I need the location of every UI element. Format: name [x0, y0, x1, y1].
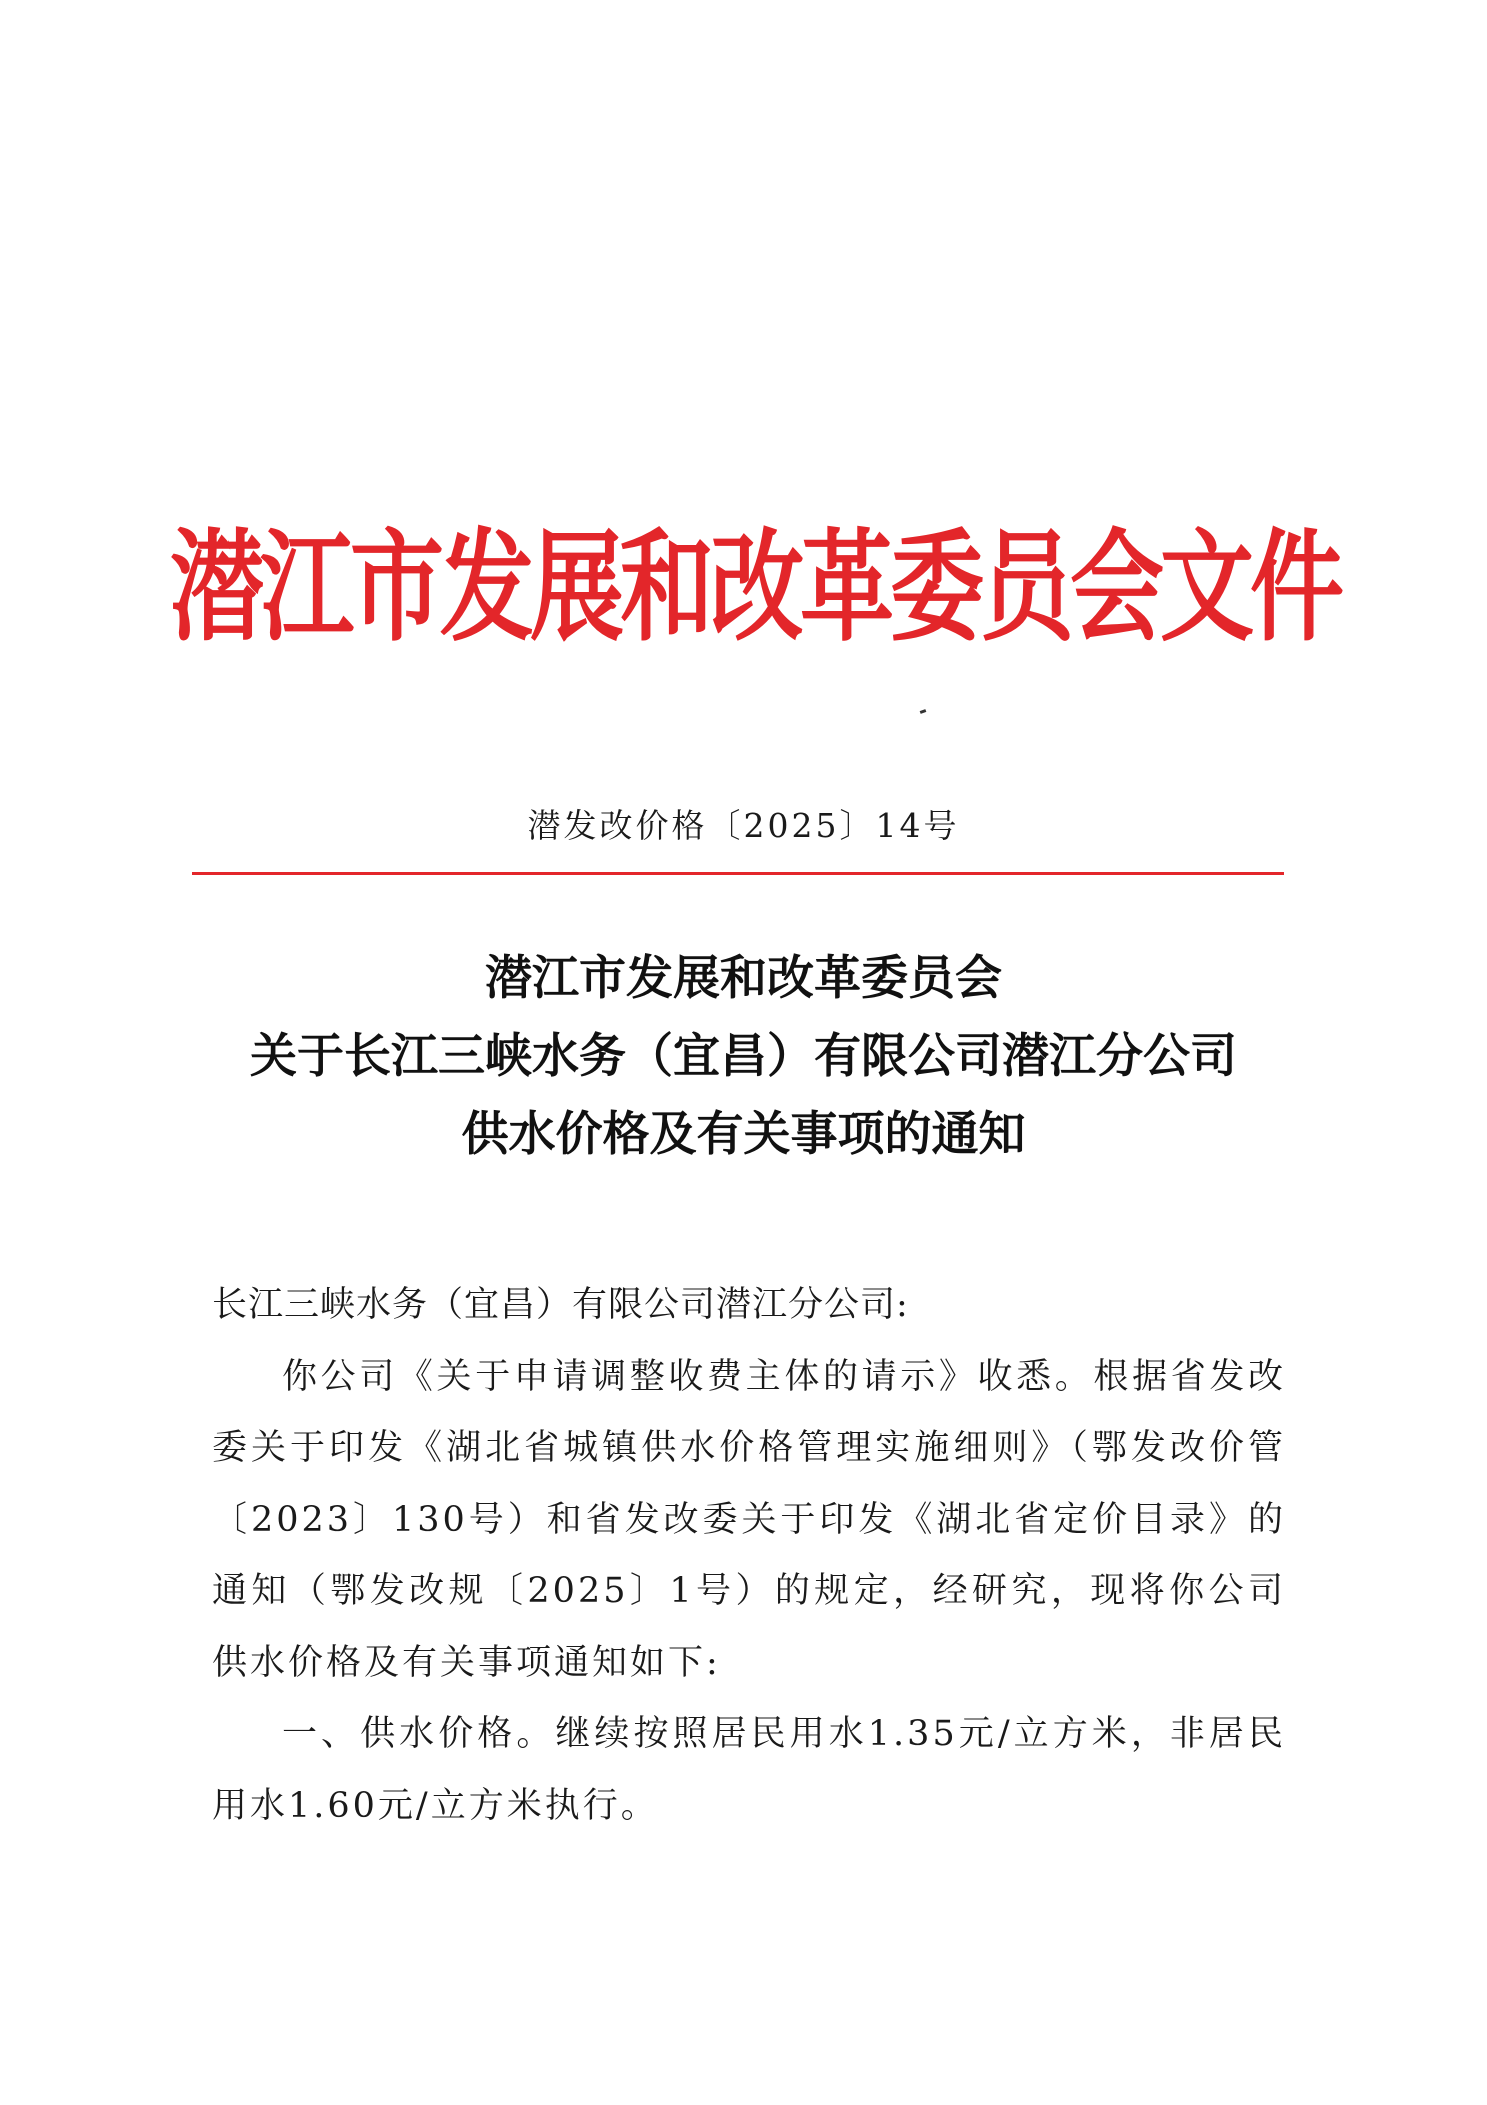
issuer-header: 潜江市发展和改革委员会文件: [170, 517, 1341, 659]
document-number: 潜发改价格〔2025〕14号: [527, 806, 960, 845]
title-line-1: 潜江市发展和改革委员会: [485, 951, 1002, 1006]
body-paragraph-1: 你公司《关于申请调整收费主体的请示》收悉。根据省发改委关于印发《湖北省城镇供水价格管理实施细则》（鄂发改价管〔2023〕130号）和省发改委关于印发《湖北省定价目录》的通知（鄂发改规〔2025〕1号）的规定，经研究，现将你公司供水价格及有关事项通知如下:: [212, 1356, 1286, 1683]
red-separator-line: [192, 872, 1284, 875]
addressee: 长江三峡水务（宜昌）有限公司潜江分公司:: [212, 1285, 909, 1325]
notice-title: [150, 940, 1337, 1174]
title-line-3: 供水价格及有关事项的通知: [461, 1107, 1026, 1162]
scan-speck: [920, 709, 927, 714]
notice-body: [212, 1270, 1286, 1842]
title-line-2: 关于长江三峡水务（宜昌）有限公司潜江分公司: [250, 1029, 1237, 1084]
body-paragraph-2: 一、供水价格。继续按照居民用水1.35元/立方米，非居民用水1.60元/立方米执行。: [212, 1714, 1286, 1826]
